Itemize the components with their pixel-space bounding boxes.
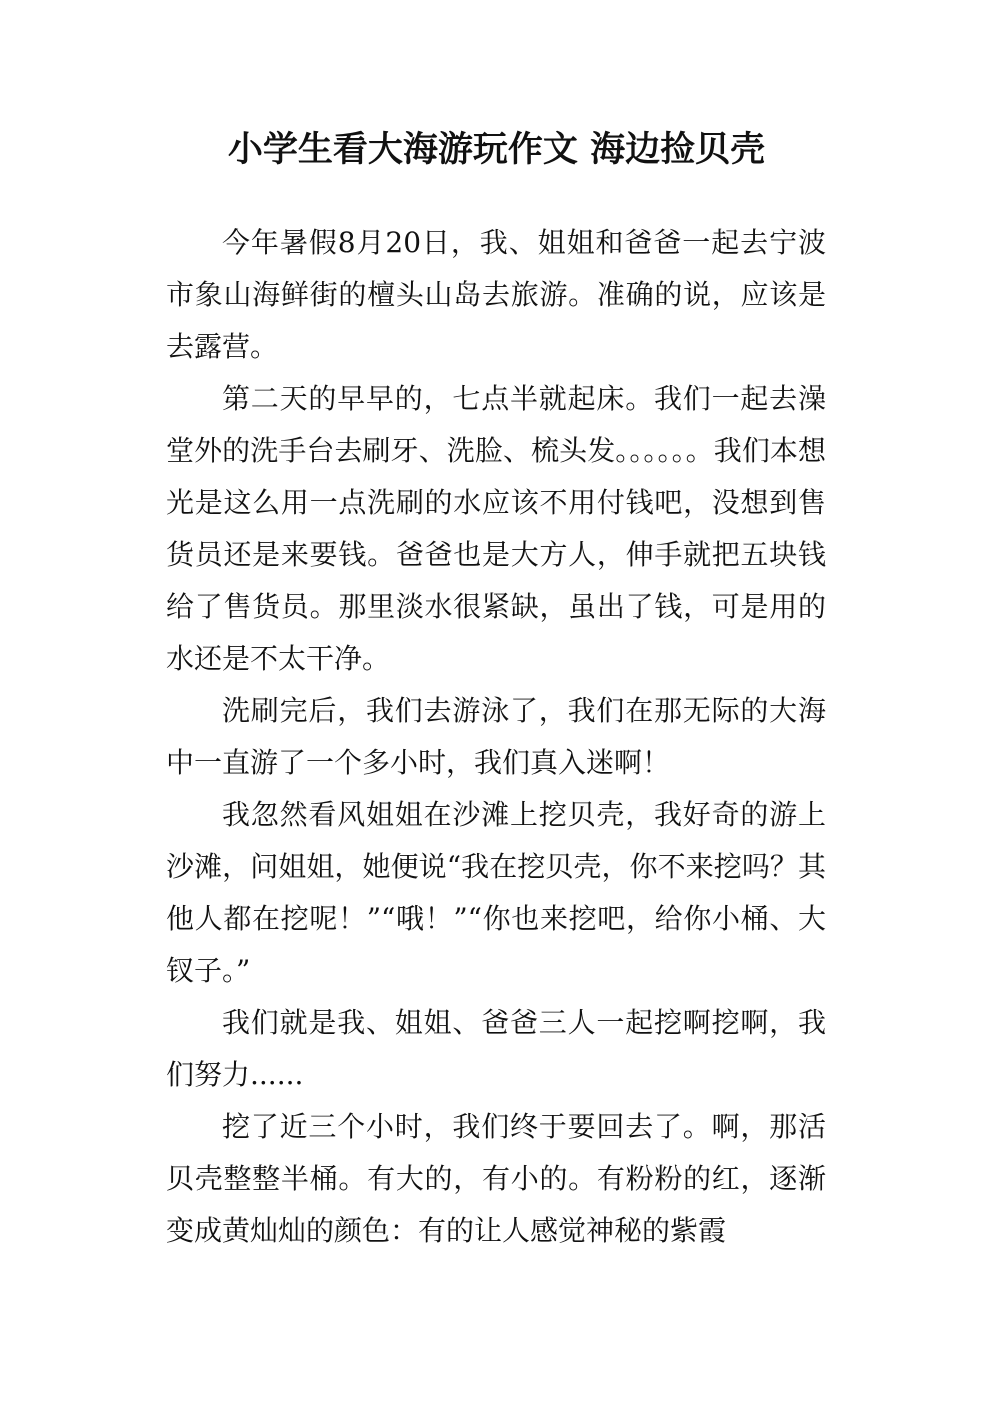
paragraph-5: 我们就是我、姐姐、爸爸三人一起挖啊挖啊，我们努力...... bbox=[166, 1006, 826, 1091]
paragraph-2: 第二天的早早的，七点半就起床。我们一起去澡堂外的洗手台去刷牙、洗脸、梳头发。。。。。。我们本想光是这么用一点洗刷的水应该不用付钱吧，没想到售货员还是来要钱。爸爸也是大方人，伸手就把五块钱给了售货员。那里淡水很紧缺，虽出了钱，可是用的水还是不太干净。 bbox=[166, 382, 826, 675]
paragraph-6: 挖了近三个小时，我们终于要回去了。啊，那活贝壳整整半桶。有大的，有小的。有粉粉的红，逐渐变成黄灿灿的颜色：有的让人感觉神秘的紫霞 bbox=[166, 1110, 826, 1247]
paragraph-3: 洗刷完后，我们去游泳了，我们在那无际的大海中一直游了一个多小时，我们真入迷啊！ bbox=[166, 694, 826, 779]
essay-body bbox=[166, 217, 826, 1257]
page-title: 小学生看大海游玩作文 海边捡贝壳 bbox=[227, 130, 766, 170]
paragraph-4: 我忽然看风姐姐在沙滩上挖贝壳，我好奇的游上沙滩，问姐姐，她便说“我在挖贝壳，你不来挖吗？其他人都在挖呢！”“哦！”“你也来挖吧，给你小桶、大钗子。” bbox=[166, 798, 826, 987]
paragraph-1: 今年暑假8月20日，我、姐姐和爸爸一起去宁波市象山海鲜街的檀头山岛去旅游。准确的说，应该是去露营。 bbox=[166, 226, 826, 363]
